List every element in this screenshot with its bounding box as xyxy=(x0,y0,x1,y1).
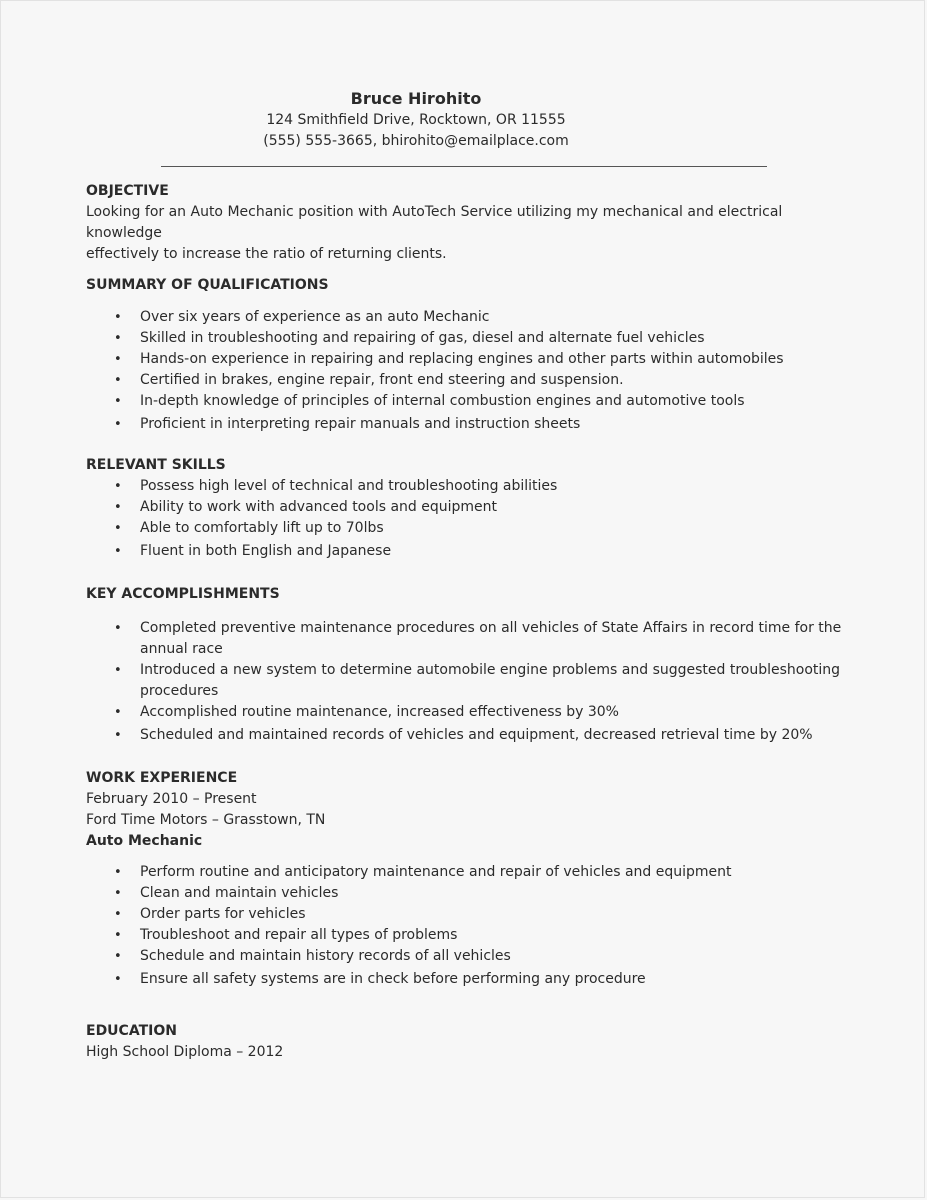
employer: Ford Time Motors – Grasstown, TN xyxy=(86,812,326,828)
job-title: Auto Mechanic xyxy=(86,833,203,849)
list-item: • Ensure all safety systems are in check before performing any procedure xyxy=(86,969,846,990)
resume-header xyxy=(86,88,746,152)
accomplishments-title: KEY ACCOMPLISHMENTS xyxy=(86,586,280,602)
education-title: EDUCATION xyxy=(86,1023,177,1039)
resume-document xyxy=(86,88,846,1063)
list-item xyxy=(86,660,846,702)
address-line: 124 Smithfield Drive, Rocktown, OR 11555 xyxy=(266,112,566,128)
list-item: • Clean and maintain vehicles xyxy=(86,883,846,904)
accomplishments-section xyxy=(86,584,846,746)
list-item-line: Completed preventive maintenance procedures on all vehicles of State Affairs in record time for the xyxy=(140,620,842,636)
accomplishments-list xyxy=(86,618,846,746)
list-item-line: Introduced a new system to determine automobile engine problems and suggested troubleshooting xyxy=(140,662,841,678)
job-dates: February 2010 – Present xyxy=(86,791,257,807)
objective-section xyxy=(86,181,846,265)
qualifications-title: SUMMARY OF QUALIFICATIONS xyxy=(86,277,329,293)
objective-title: OBJECTIVE xyxy=(86,183,169,199)
list-item: • Proficient in interpreting repair manuals and instruction sheets xyxy=(86,414,846,435)
list-item: • In-depth knowledge of principles of internal combustion engines and automotive tools xyxy=(86,391,846,412)
qualifications-list xyxy=(86,307,846,435)
header-divider xyxy=(161,166,767,167)
list-item xyxy=(86,702,846,723)
list-item: • Ability to work with advanced tools and equipment xyxy=(86,497,846,518)
skills-list xyxy=(86,476,846,562)
list-item xyxy=(86,725,846,746)
experience-title: WORK EXPERIENCE xyxy=(86,770,238,786)
list-item: • Schedule and maintain history records of all vehicles xyxy=(86,946,846,967)
list-item: • Over six years of experience as an auto Mechanic xyxy=(86,307,846,328)
objective-line-2: effectively to increase the ratio of returning clients. xyxy=(86,246,447,262)
education-section xyxy=(86,1021,846,1063)
list-item: • Troubleshoot and repair all types of problems xyxy=(86,925,846,946)
experience-list xyxy=(86,862,846,990)
list-item: • Hands-on experience in repairing and replacing engines and other parts within automobiles xyxy=(86,349,846,370)
list-item: • Fluent in both English and Japanese xyxy=(86,541,846,562)
objective-line-1: Looking for an Auto Mechanic position with AutoTech Service utilizing my mechanical and electrical knowledge xyxy=(86,204,783,241)
list-item-line: Accomplished routine maintenance, increased effectiveness by 30% xyxy=(140,704,619,720)
list-item: • Able to comfortably lift up to 70lbs xyxy=(86,518,846,539)
list-item: • Skilled in troubleshooting and repairing of gas, diesel and alternate fuel vehicles xyxy=(86,328,846,349)
list-item xyxy=(86,618,846,660)
list-item: • Possess high level of technical and troubleshooting abilities xyxy=(86,476,846,497)
list-item-line: Scheduled and maintained records of vehicles and equipment, decreased retrieval time by 20% xyxy=(140,727,813,743)
qualifications-section xyxy=(86,275,846,435)
experience-section xyxy=(86,768,846,990)
list-item: • Perform routine and anticipatory maintenance and repair of vehicles and equipment xyxy=(86,862,846,883)
list-item: • Order parts for vehicles xyxy=(86,904,846,925)
skills-title: RELEVANT SKILLS xyxy=(86,457,226,473)
skills-section xyxy=(86,455,846,562)
list-item: • Certified in brakes, engine repair, front end steering and suspension. xyxy=(86,370,846,391)
candidate-name: Bruce Hirohito xyxy=(350,89,482,108)
contact-line: (555) 555-3665, bhirohito@emailplace.com xyxy=(263,133,569,149)
education-degree: High School Diploma – 2012 xyxy=(86,1044,284,1060)
list-item-line: procedures xyxy=(140,683,219,699)
list-item-line: annual race xyxy=(140,641,223,657)
